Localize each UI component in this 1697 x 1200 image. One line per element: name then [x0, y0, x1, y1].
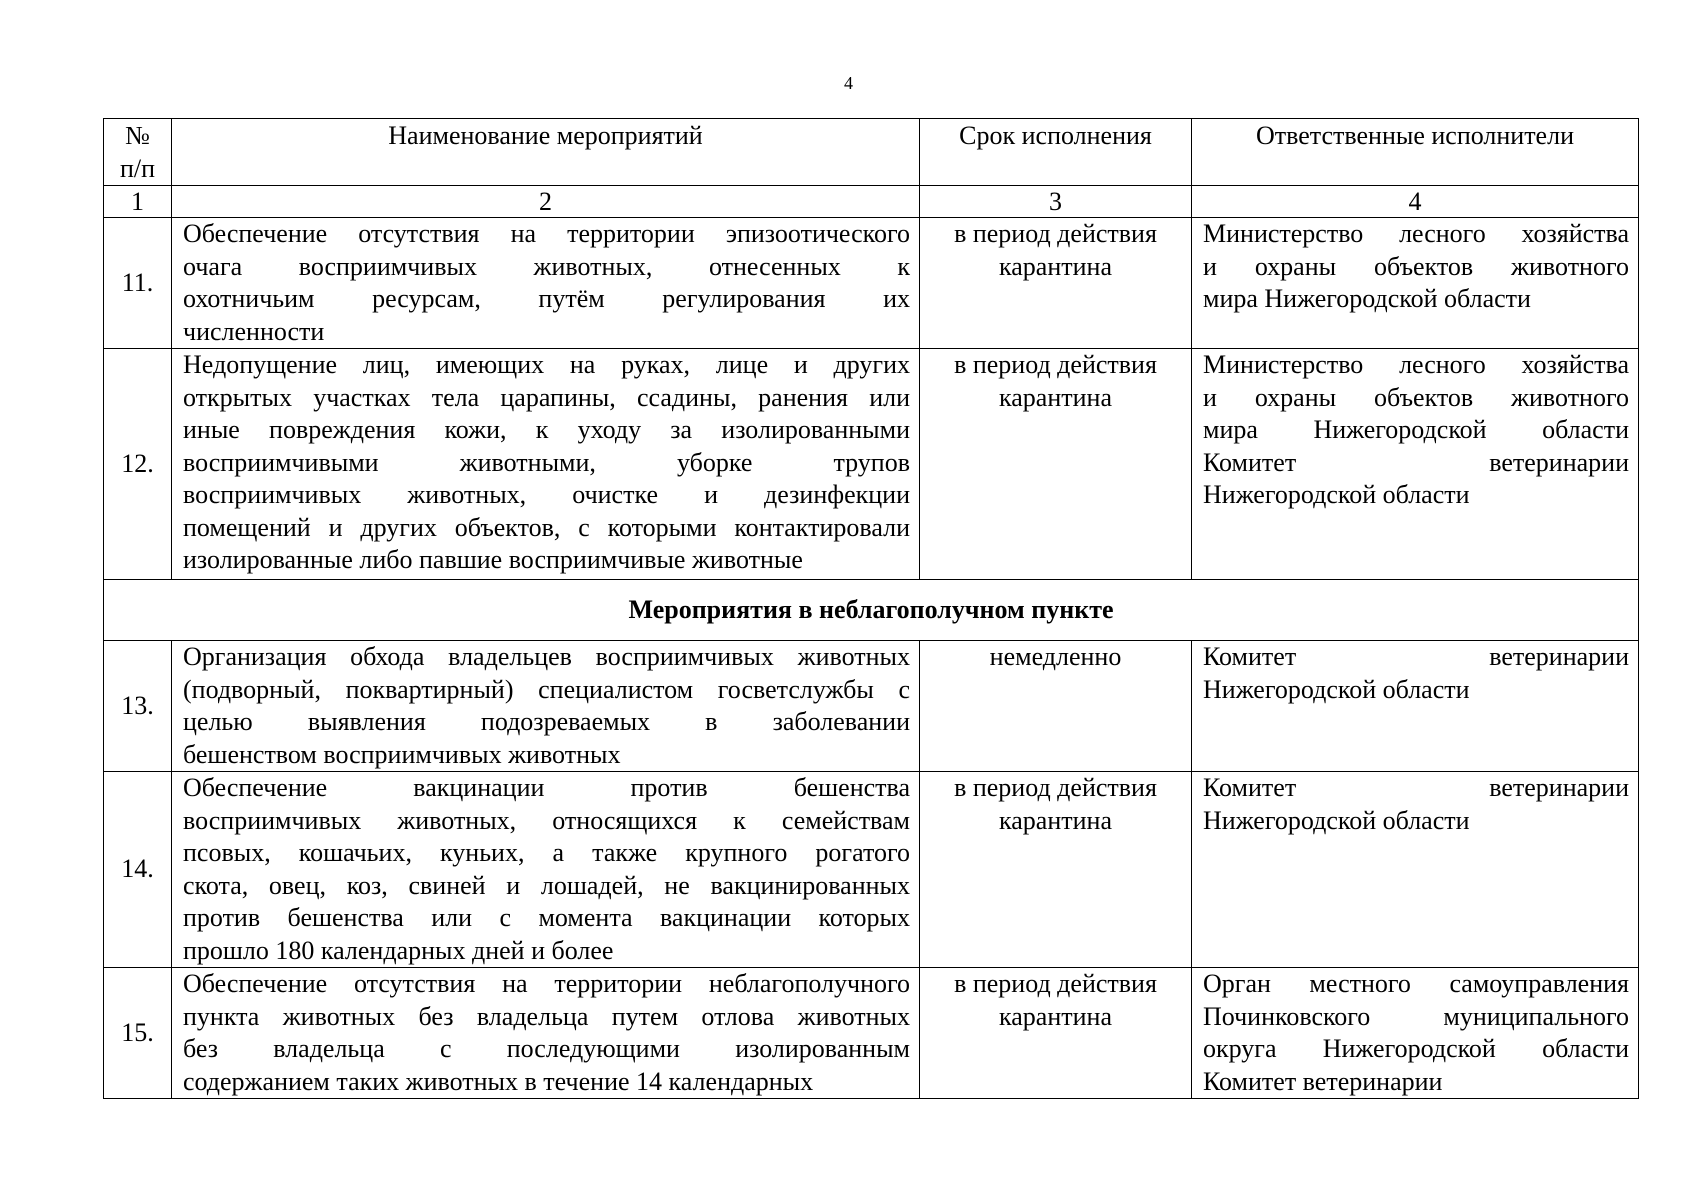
measure-name — [172, 349, 920, 580]
measures-table — [103, 118, 1639, 1099]
text-line: мира Нижегородской области — [1203, 415, 1629, 444]
measure-name — [172, 641, 920, 772]
text-line: восприимчивыми животными, уборке трупов — [183, 447, 910, 477]
text-line: Организация обхода владельцев восприимчивых животных — [183, 642, 910, 671]
text-line: иные повреждения кожи, к уходу за изолированными — [183, 415, 910, 444]
row-number: 14. — [104, 772, 172, 968]
term-line: в период действия — [954, 219, 1157, 248]
measure-name — [172, 218, 920, 349]
measure-responsible — [1192, 772, 1639, 968]
row-number: 12. — [104, 349, 172, 580]
text-line: Нижегородской области — [1203, 480, 1470, 509]
table-row — [104, 772, 1639, 968]
measure-term — [920, 968, 1192, 1099]
table-row — [104, 968, 1639, 1099]
text-line: Комитет ветеринарии — [1203, 773, 1629, 802]
measure-responsible — [1192, 218, 1639, 349]
text-line: мира Нижегородской области — [1203, 284, 1531, 313]
text-line: (подворный, поквартирный) специалистом госветслужбы с — [183, 674, 910, 704]
header-term: Срок исполнения — [920, 119, 1192, 186]
text-line: охотничьим ресурсам, путём регулирования их — [183, 284, 910, 313]
column-index: 4 — [1192, 186, 1639, 218]
term-line: карантина — [999, 382, 1112, 412]
measure-term — [920, 772, 1192, 968]
text-line: Комитет ветеринарии — [1203, 447, 1629, 477]
text-line: бешенством восприимчивых животных — [183, 739, 621, 769]
text-line: пункта животных без владельца путем отлова животных — [183, 1001, 910, 1031]
text-line: Орган местного самоуправления — [1203, 969, 1629, 998]
column-index: 2 — [172, 186, 920, 218]
table-row — [104, 349, 1639, 580]
measure-term — [920, 218, 1192, 349]
measure-responsible — [1192, 641, 1639, 772]
term-line: в период действия — [954, 969, 1157, 998]
measure-name — [172, 772, 920, 968]
header-number — [104, 119, 172, 186]
text-line: против бешенства или с момента вакцинации которых — [183, 903, 910, 932]
term-line: в период действия — [954, 350, 1157, 379]
text-line: содержанием таких животных в течение 14 календарных — [183, 1066, 814, 1096]
text-line: Министерство лесного хозяйства — [1203, 219, 1629, 248]
text-line: Обеспечение вакцинации против бешенства — [183, 773, 910, 802]
term-line: карантина — [999, 1001, 1112, 1031]
text-line: округа Нижегородской области — [1203, 1034, 1629, 1063]
text-line: и охраны объектов животного — [1203, 251, 1629, 281]
term-line: в период действия — [954, 773, 1157, 802]
text-line: очага восприимчивых животных, отнесенных к — [183, 251, 910, 281]
column-index: 3 — [920, 186, 1192, 218]
table-header-row — [104, 119, 1639, 186]
text-line: восприимчивых животных, относящихся к семействам — [183, 805, 910, 835]
text-line: изолированные либо павшие восприимчивые животные — [183, 545, 803, 574]
term-line: карантина — [999, 251, 1112, 281]
term-line: немедленно — [989, 642, 1122, 671]
text-line: без владельца с последующими изолированным — [183, 1034, 910, 1063]
text-line: Комитет ветеринарии — [1203, 642, 1629, 671]
text-line: целью выявления подозреваемых в заболевании — [183, 707, 910, 736]
text-line: Нижегородской области — [1203, 674, 1470, 704]
text-line: открытых участках тела царапины, ссадины, ранения или — [183, 382, 910, 412]
text-line: Обеспечение отсутствия на территории эпизоотического — [183, 219, 910, 248]
text-line: псовых, кошачьих, куньих, а также крупного рогатого — [183, 838, 910, 867]
text-line: Нижегородской области — [1203, 805, 1470, 835]
measure-term — [920, 349, 1192, 580]
text-line: скота, овец, коз, свиней и лошадей, не вакцинированных — [183, 870, 910, 900]
text-line: Обеспечение отсутствия на территории неблагополучного — [183, 969, 910, 998]
measure-name — [172, 968, 920, 1099]
text-line: Недопущение лиц, имеющих на руках, лице и других — [183, 350, 910, 379]
row-number: 11. — [104, 218, 172, 349]
header-responsible: Ответственные исполнители — [1192, 119, 1639, 186]
header-number-line: № — [125, 121, 150, 150]
header-number-line: п/п — [119, 153, 156, 183]
measure-responsible — [1192, 968, 1639, 1099]
text-line: восприимчивых животных, очистке и дезинфекции — [183, 480, 910, 509]
table-row — [104, 218, 1639, 349]
text-line: и охраны объектов животного — [1203, 382, 1629, 412]
table-row — [104, 641, 1639, 772]
text-line: численности — [183, 316, 325, 346]
term-line: карантина — [999, 805, 1112, 835]
measure-responsible — [1192, 349, 1639, 580]
page-number: 4 — [844, 73, 853, 93]
section-title: Мероприятия в неблагополучном пункте — [104, 580, 1639, 641]
text-line: прошло 180 календарных дней и более — [183, 935, 614, 965]
section-row — [104, 580, 1639, 641]
column-index-row — [104, 186, 1639, 218]
row-number: 13. — [104, 641, 172, 772]
text-line: Починковского муниципального — [1203, 1001, 1629, 1031]
text-line: помещений и других объектов, с которыми контактировали — [183, 512, 910, 542]
column-index: 1 — [104, 186, 172, 218]
row-number: 15. — [104, 968, 172, 1099]
header-name: Наименование мероприятий — [172, 119, 920, 186]
text-line: Комитет ветеринарии — [1203, 1066, 1443, 1096]
text-line: Министерство лесного хозяйства — [1203, 350, 1629, 379]
measure-term — [920, 641, 1192, 772]
